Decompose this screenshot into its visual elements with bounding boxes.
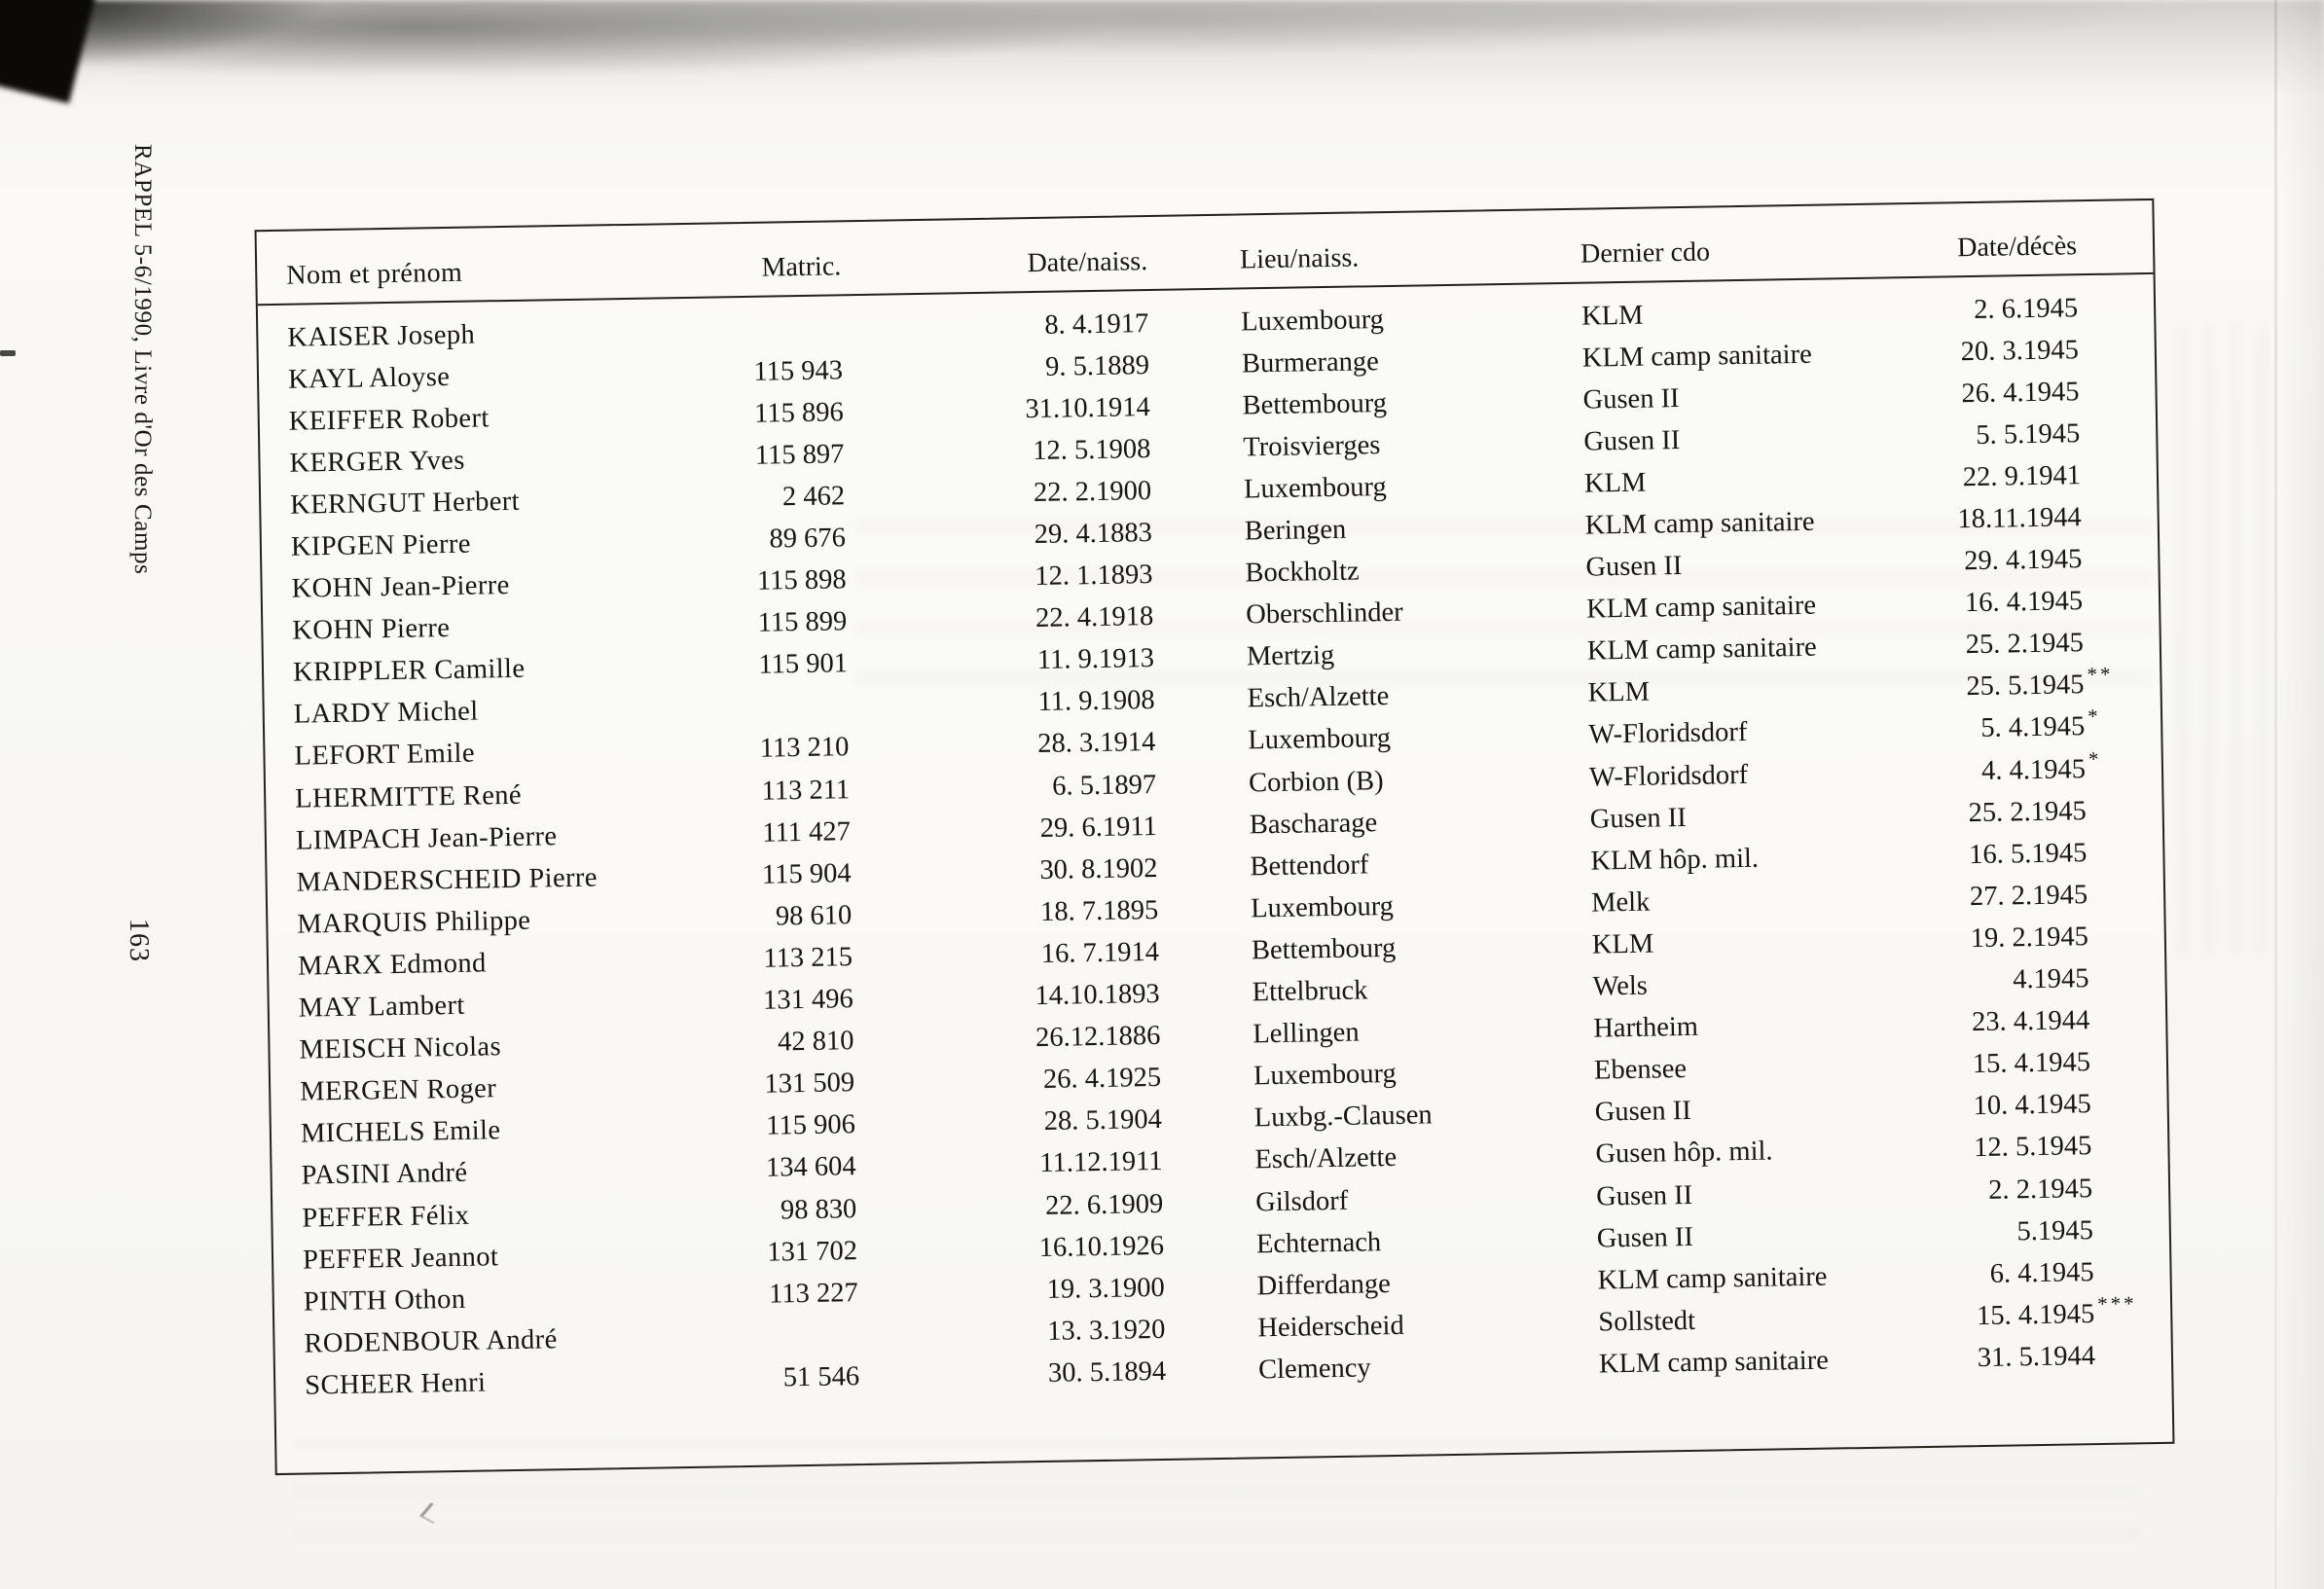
cell-birth-place: Oberschlinder <box>1245 596 1403 631</box>
death-date-text: 5.1945 <box>2016 1214 2094 1246</box>
pencil-mark-artifact <box>419 1502 445 1524</box>
cell-last-cdo: Gusen II <box>1596 1221 1694 1254</box>
cell-matric: 115 906 <box>766 1109 856 1142</box>
cell-matric <box>742 706 849 708</box>
cell-name: MARQUIS Philippe <box>297 905 531 940</box>
cell-name: MICHELS Emile <box>300 1115 501 1149</box>
cell-matric: 115 904 <box>761 857 852 890</box>
death-date-text: 20. 3.1945 <box>1960 334 2080 367</box>
cell-death-date <box>1940 1047 2091 1081</box>
cell-last-cdo: KLM <box>1583 467 1647 499</box>
cell-birth-place: Esch/Alzette <box>1247 681 1390 714</box>
cell-birth-place: Ettelbruck <box>1252 975 1368 1008</box>
cell-matric: 115 901 <box>758 648 849 681</box>
cell-death-date <box>1940 1089 2091 1123</box>
cell-birth-date: 31.10.1914 <box>1025 391 1150 424</box>
cell-death-date <box>1933 628 2085 662</box>
cell-birth-place: Heiderscheid <box>1257 1310 1404 1344</box>
death-date-text: 26. 4.1945 <box>1961 376 2080 409</box>
cell-name: MERGEN Roger <box>299 1073 497 1107</box>
cell-birth-place: Bettendorf <box>1250 849 1369 883</box>
cell-last-cdo: KLM camp sanitaire <box>1584 506 1815 541</box>
death-date-text: 31. 5.1944 <box>1977 1340 2096 1373</box>
cell-birth-place: Mertzig <box>1246 640 1335 672</box>
cell-death-date <box>1938 963 2089 997</box>
cell-last-cdo: KLM camp sanitaire <box>1597 1261 1828 1296</box>
death-date-asterisks: * <box>2087 704 2101 729</box>
death-date-text: 27. 2.1945 <box>1969 879 2088 912</box>
cell-name: RODENBOUR André <box>304 1324 558 1359</box>
cell-birth-place: Clemency <box>1257 1353 1371 1386</box>
cell-birth-date: 28. 5.1904 <box>1043 1104 1163 1138</box>
cell-matric: 113 215 <box>763 942 853 974</box>
cell-birth-place: Bockholtz <box>1245 556 1360 589</box>
cell-last-cdo: Wels <box>1592 970 1649 1002</box>
cell-birth-place: Luxembourg <box>1253 1059 1398 1092</box>
journal-citation: RAPPEL 5-6/1990, Livre d'Or des Camps <box>129 144 156 575</box>
cell-birth-date: 30. 8.1902 <box>1039 852 1158 885</box>
cell-birth-date: 22. 2.1900 <box>1033 475 1152 508</box>
cell-birth-place: Bascharage <box>1249 807 1378 841</box>
cell-death-date <box>1943 1291 2137 1333</box>
bleedthrough-artifact <box>2178 321 2280 954</box>
cell-matric: 113 227 <box>768 1277 858 1310</box>
cell-death-date <box>1933 663 2114 704</box>
death-date-text: 15. 4.1945 <box>1976 1298 2095 1331</box>
cell-name: KAISER Joseph <box>287 319 476 353</box>
cell-birth-date: 8. 4.1917 <box>1044 307 1149 341</box>
page-edge-shade-artifact <box>2277 0 2324 1589</box>
header-death-date: Date/décès <box>1956 231 2078 264</box>
cell-birth-place: Echternach <box>1255 1226 1382 1259</box>
death-date-text: 2. 6.1945 <box>1973 292 2079 325</box>
cell-last-cdo: KLM camp sanitaire <box>1581 339 1812 374</box>
cell-birth-date: 11. 9.1913 <box>1036 643 1155 676</box>
cell-birth-date: 11. 9.1908 <box>1037 685 1155 718</box>
cell-last-cdo: Gusen II <box>1582 382 1680 415</box>
table-body <box>258 274 2172 1408</box>
cell-last-cdo: KLM camp sanitaire <box>1586 632 1817 667</box>
cell-birth-place: Luxembourg <box>1240 304 1385 338</box>
scan-top-shadow-artifact <box>0 0 2324 112</box>
cell-name: PINTH Othon <box>303 1283 466 1318</box>
death-date-text: 10. 4.1945 <box>1973 1089 2091 1122</box>
cell-name: PEFFER Félix <box>302 1200 470 1234</box>
death-date-text: 5. 5.1945 <box>1976 418 2081 451</box>
cell-death-date <box>1937 880 2088 914</box>
cell-matric: 98 610 <box>775 900 853 932</box>
cell-name: MANDERSCHEID Pierre <box>296 862 599 898</box>
cell-name: KAYL Aloyse <box>287 361 451 395</box>
cell-name: KIPGEN Pierre <box>290 528 472 562</box>
cell-birth-date: 16.10.1926 <box>1038 1230 1165 1263</box>
cell-matric: 98 830 <box>780 1193 857 1225</box>
cell-last-cdo: KLM <box>1591 928 1654 960</box>
cell-birth-date: 22. 6.1909 <box>1044 1188 1164 1221</box>
cell-birth-date: 16. 7.1914 <box>1040 936 1160 969</box>
death-date-text: 2. 2.1945 <box>1987 1173 2093 1206</box>
cell-matric: 89 676 <box>769 523 847 555</box>
cell-name: MEISCH Nicolas <box>299 1031 502 1065</box>
cell-matric: 42 810 <box>777 1026 854 1058</box>
cell-death-date <box>1928 335 2080 369</box>
cell-matric: 115 897 <box>754 439 845 471</box>
cell-matric: 115 896 <box>753 396 844 429</box>
cell-last-cdo: Gusen II <box>1594 1096 1691 1128</box>
header-name: Nom et prénom <box>286 257 463 291</box>
cell-death-date <box>1932 586 2084 620</box>
scan-corner-black-artifact <box>0 0 99 103</box>
cell-matric: 113 211 <box>761 774 851 807</box>
death-date-text: 16. 5.1945 <box>1969 837 2088 870</box>
cell-birth-place: Luxembourg <box>1248 723 1392 756</box>
cell-name: KOHN Jean-Pierre <box>291 570 510 604</box>
header-birth-place: Lieu/naiss. <box>1239 242 1360 275</box>
cell-name: LIMPACH Jean-Pierre <box>295 820 558 856</box>
cell-name: PEFFER Jeannot <box>302 1241 499 1276</box>
death-date-text: 4. 4.1945 <box>1980 753 2087 786</box>
cell-matric: 113 210 <box>759 732 850 765</box>
cell-last-cdo: KLM camp sanitaire <box>1585 590 1817 625</box>
cell-matric: 131 702 <box>767 1235 858 1268</box>
cell-death-date <box>1931 544 2083 578</box>
cell-last-cdo: KLM <box>1587 676 1651 709</box>
cell-last-cdo: KLM hôp. mil. <box>1590 843 1760 877</box>
cell-birth-date: 11.12.1911 <box>1039 1146 1163 1179</box>
cell-matric: 131 496 <box>762 984 853 1016</box>
cell-death-date <box>1928 377 2080 411</box>
cell-last-cdo: Melk <box>1590 886 1651 919</box>
cell-name: KERNGUT Herbert <box>289 486 521 521</box>
cell-matric: 2 462 <box>781 481 846 513</box>
cell-birth-place: Beringen <box>1244 514 1347 547</box>
cell-birth-place: Esch/Alzette <box>1254 1142 1398 1175</box>
cell-name: SCHEER Henri <box>304 1367 487 1401</box>
cell-name: LARDY Michel <box>293 696 479 731</box>
cell-birth-date: 13. 3.1920 <box>1047 1314 1166 1347</box>
death-date-text: 6. 4.1945 <box>1989 1256 2094 1289</box>
cell-birth-date: 26. 4.1925 <box>1042 1063 1162 1096</box>
cell-death-date <box>1930 460 2082 494</box>
cell-name: PASINI André <box>301 1158 468 1192</box>
cell-name: LHERMITTE René <box>294 779 523 814</box>
cell-birth-date: 28. 3.1914 <box>1037 727 1156 760</box>
death-date-text: 5. 4.1945 <box>1980 711 2086 744</box>
cell-matric: 131 509 <box>764 1067 855 1100</box>
cell-name: KRIPPLER Camille <box>292 654 526 688</box>
cell-matric: 111 427 <box>762 815 852 849</box>
cell-name: MARX Edmond <box>297 948 487 982</box>
death-date-text: 4.1945 <box>2012 963 2089 995</box>
death-date-text: 25. 5.1945 <box>1966 669 2085 703</box>
cell-death-date <box>1935 746 2102 788</box>
scan-speck-artifact <box>0 350 16 356</box>
cell-last-cdo: Sollstedt <box>1598 1305 1696 1338</box>
cell-death-date <box>1935 796 2087 830</box>
death-date-text: 25. 2.1945 <box>1968 795 2087 828</box>
cell-death-date <box>1942 1174 2093 1208</box>
page-number: 163 <box>124 919 154 962</box>
cell-matric: 51 546 <box>782 1361 860 1393</box>
cell-birth-place: Differdange <box>1256 1268 1392 1302</box>
cell-birth-place: Bettembourg <box>1251 932 1397 966</box>
cell-birth-date: 12. 1.1893 <box>1035 560 1153 593</box>
death-date-text: 19. 2.1945 <box>1970 921 2089 955</box>
cell-death-date <box>1944 1341 2096 1375</box>
cell-birth-place: Luxembourg <box>1243 471 1388 505</box>
cell-last-cdo: KLM camp sanitaire <box>1598 1345 1830 1380</box>
header-matric: Matric. <box>761 251 842 283</box>
cell-birth-place: Bettembourg <box>1242 387 1388 421</box>
cell-birth-date: 6. 5.1897 <box>1051 769 1157 802</box>
header-last-cdo: Dernier cdo <box>1580 236 1711 270</box>
header-birth-date: Date/naiss. <box>1027 246 1148 279</box>
cell-last-cdo: Gusen II <box>1583 424 1681 457</box>
cell-death-date <box>1943 1215 2094 1249</box>
death-date-text: 25. 2.1945 <box>1965 628 2085 661</box>
death-date-text: 23. 4.1944 <box>1971 1005 2090 1038</box>
death-date-text: 16. 4.1945 <box>1964 586 2084 619</box>
cell-last-cdo: W-Floridsdorf <box>1588 759 1749 793</box>
death-date-asterisks: *** <box>2096 1291 2137 1316</box>
death-date-text: 18.11.1944 <box>1957 502 2082 535</box>
cell-last-cdo: Ebensee <box>1593 1054 1688 1086</box>
cell-name: LEFORT Emile <box>294 739 476 773</box>
cell-last-cdo: Gusen hôp. mil. <box>1595 1136 1773 1170</box>
death-date-text: 29. 4.1945 <box>1964 544 2083 577</box>
cell-birth-place: Burmerange <box>1241 345 1380 379</box>
death-date-text: 15. 4.1945 <box>1972 1047 2091 1080</box>
cell-last-cdo: Gusen II <box>1595 1179 1693 1212</box>
cell-death-date <box>1941 1132 2092 1166</box>
cell-birth-place: Troisvierges <box>1243 429 1381 463</box>
cell-matric <box>751 1335 858 1337</box>
cell-birth-date: 30. 5.1894 <box>1047 1355 1167 1389</box>
cell-death-date <box>1939 1005 2090 1039</box>
cell-birth-date: 26.12.1886 <box>1035 1021 1161 1054</box>
cell-last-cdo: Hartheim <box>1593 1011 1699 1044</box>
death-date-asterisks: ** <box>2087 663 2114 687</box>
cell-birth-place: Lellingen <box>1253 1017 1360 1050</box>
cell-death-date <box>1938 921 2089 956</box>
cell-death-date <box>1943 1257 2094 1291</box>
cell-birth-date: 22. 4.1918 <box>1035 601 1154 634</box>
cell-matric: 115 898 <box>756 564 847 596</box>
death-date-asterisks: * <box>2088 746 2102 771</box>
cell-name: KERGER Yves <box>289 445 465 479</box>
cell-last-cdo: W-Floridsdorf <box>1588 717 1748 751</box>
cell-birth-date: 9. 5.1889 <box>1044 349 1150 382</box>
cell-birth-date: 12. 5.1908 <box>1033 433 1151 466</box>
cell-name: KEIFFER Robert <box>288 403 490 437</box>
cell-name: MAY Lambert <box>298 990 465 1024</box>
cell-matric: 115 943 <box>753 354 844 387</box>
cell-matric <box>735 329 842 331</box>
cell-death-date <box>1936 838 2088 872</box>
death-date-text: 22. 9.1941 <box>1962 460 2082 493</box>
cell-birth-place: Luxembourg <box>1250 890 1395 924</box>
cell-birth-date: 29. 4.1883 <box>1034 518 1153 551</box>
cell-death-date <box>1930 502 2082 536</box>
cell-birth-place: Corbion (B) <box>1248 765 1384 798</box>
cell-birth-date: 19. 3.1900 <box>1046 1272 1165 1305</box>
cell-birth-place: Luxbg.-Clausen <box>1253 1100 1433 1134</box>
cell-name: KOHN Pierre <box>292 613 451 646</box>
cell-birth-date: 29. 6.1911 <box>1039 811 1158 844</box>
cell-death-date <box>1929 418 2081 452</box>
cell-last-cdo: Gusen II <box>1585 551 1683 583</box>
cell-death-date <box>1934 704 2101 746</box>
cell-matric: 134 604 <box>765 1151 856 1184</box>
cell-matric: 115 899 <box>757 606 848 638</box>
cell-birth-date: 18. 7.1895 <box>1039 894 1159 927</box>
cell-birth-date: 14.10.1893 <box>1035 979 1160 1012</box>
camps-table <box>255 199 2175 1475</box>
cell-birth-place: Gilsdorf <box>1254 1185 1349 1217</box>
cell-death-date <box>1927 293 2079 327</box>
death-date-text: 12. 5.1945 <box>1974 1131 2092 1164</box>
cell-last-cdo: KLM <box>1580 300 1644 332</box>
cell-last-cdo: Gusen II <box>1589 802 1687 835</box>
